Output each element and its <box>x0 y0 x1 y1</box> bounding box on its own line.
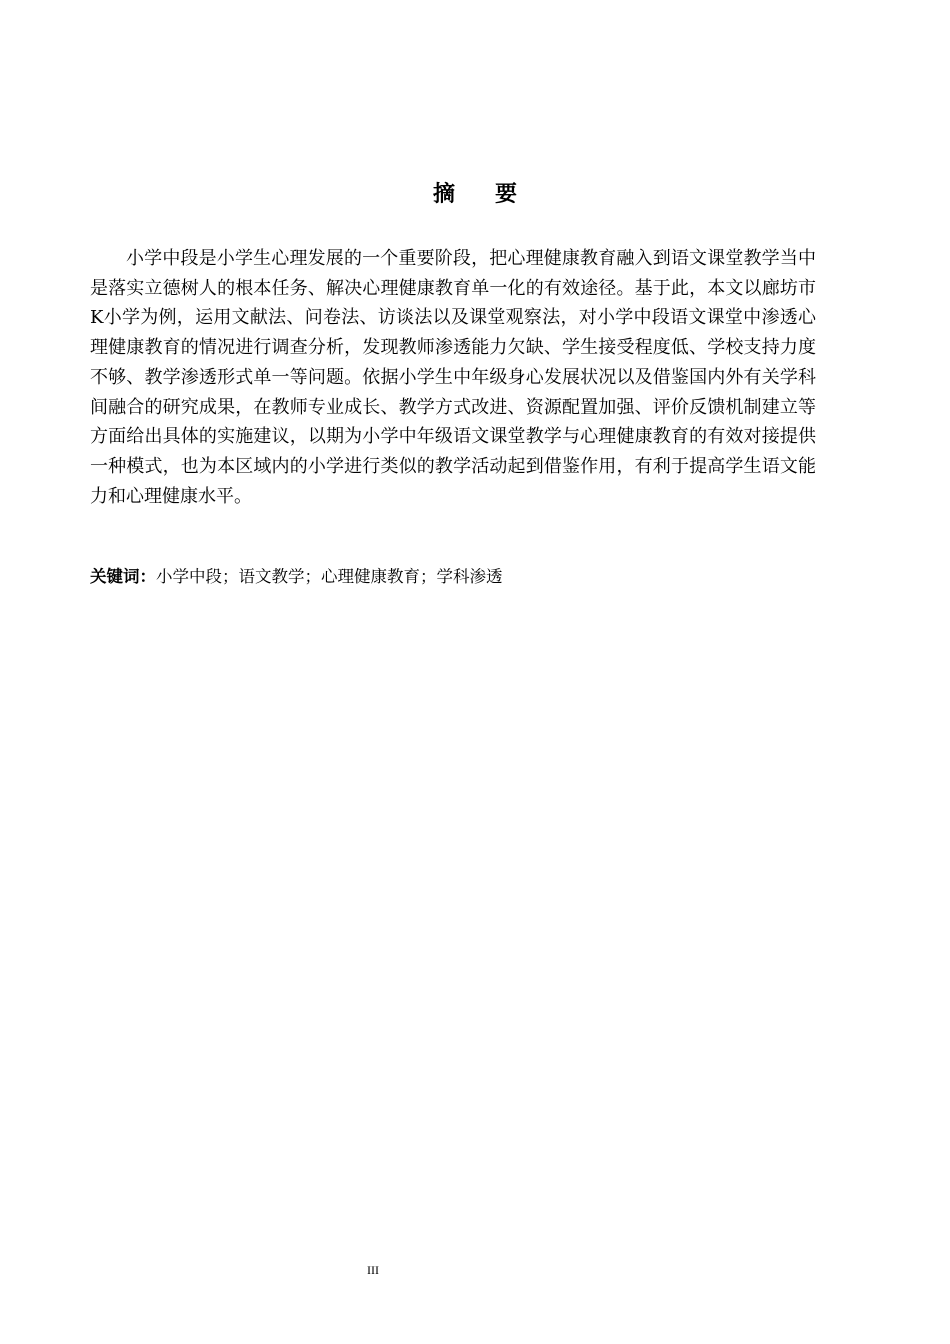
keywords-text: 小学中段；语文教学；心理健康教育；学科渗透 <box>156 567 503 586</box>
abstract-body: 小学中段是小学生心理发展的一个重要阶段，把心理健康教育融入到语文课堂教学当中是落实立德树人的根本任务、解决心理健康教育单一化的有效途径。基于此，本文以廊坊市K小学为例，运用文献法、问卷法、访谈法以及课堂观察法，对小学中段语文课堂中渗透心理健康教育的情况进行调查分析，发现教师渗透能力欠缺、学生接受程度低、学校支持力度不够、教学渗透形式单一等问题。依据小学生中年级身心发展状况以及借鉴国内外有关学科间融合的研究成果，在教师专业成长、教学方式改进、资源配置加强、评价反馈机制建立等方面给出具体的实施建议，以期为小学中年级语文课堂教学与心理健康教育的有效对接提供一种模式，也为本区域内的小学进行类似的教学活动起到借鉴作用，有利于提高学生语文能力和心理健康水平。 <box>90 248 816 507</box>
abstract-title: 摘要 <box>432 182 557 207</box>
keywords-label: 关键词： <box>90 567 156 586</box>
page-number: III <box>367 1263 379 1277</box>
keywords-line <box>90 565 816 589</box>
